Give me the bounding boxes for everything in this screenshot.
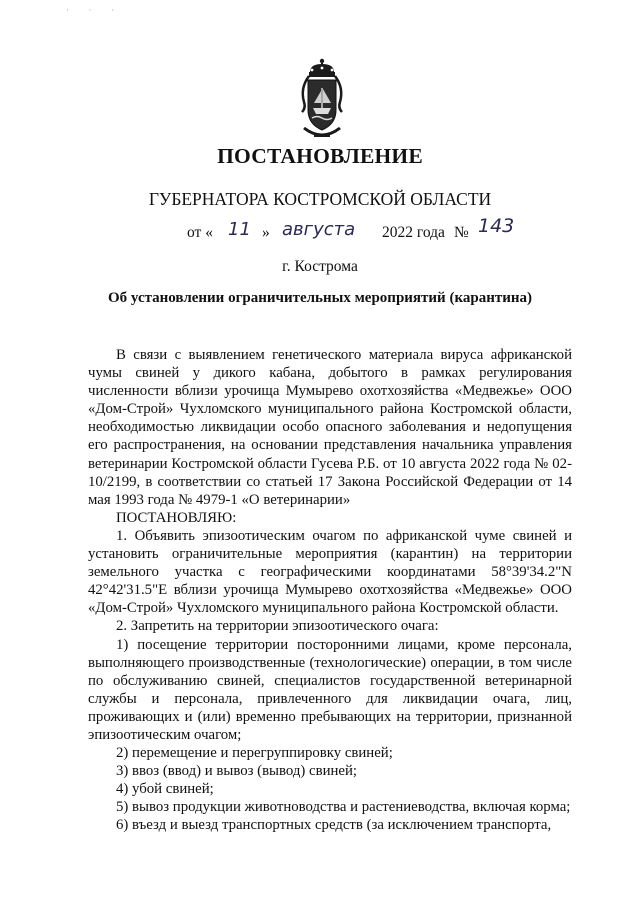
scan-dots: · · · bbox=[66, 6, 123, 15]
issuer: ГУБЕРНАТОРА КОСТРОМСКОЙ ОБЛАСТИ bbox=[148, 189, 492, 209]
document-body bbox=[88, 346, 572, 835]
number-label: № bbox=[454, 224, 469, 241]
subitem-6: 6) въезд и выезд транспортных средств (за исключением транспорта, bbox=[116, 817, 552, 834]
date-line bbox=[0, 215, 640, 249]
coat-of-arms-icon bbox=[296, 58, 348, 148]
date-day: 11 bbox=[228, 219, 251, 240]
document-title: ПОСТАНОВЛЕНИЕ bbox=[217, 144, 423, 168]
city: г. Кострома bbox=[282, 258, 358, 275]
subitem-3: 3) ввоз (ввод) и вывоз (вывод) свиней; bbox=[116, 763, 357, 780]
subitem-2: 2) перемещение и перегруппировку свиней; bbox=[116, 745, 393, 762]
date-prefix: от « bbox=[187, 224, 213, 241]
item-1: 1. Объявить эпизоотическим очагом по африканской чуме свиней и установить ограничительные мероприятия (карантин) на территории земельного участка с географическими координатами 58°39'34.2"N 42°42'31.5"E вблизи урочища Мумырево охотхозяйства «Медвежье» ООО «Дом-Строй» Чухломского муниципального района Костромской области. bbox=[88, 527, 572, 617]
item-2: 2. Запретить на территории эпизоотического очага: bbox=[116, 618, 439, 635]
intro-paragraph: В связи с выявлением генетического материала вируса африканской чумы свиней у дикого кабана, добытого в рамках регулирования численности вблизи урочища Мумырево охотхозяйства «Медвежье» ООО «Дом-Строй» Чухломского муниципального района Костромской области, необходимостью ликвидации особо опасного заболевания и недопущения его распространения, на основании представления начальника управления ветеринарии Костромской области Гусева Р.Б. от 10 августа 2022 года № 02-10/2199, в соответствии со статьей 17 Закона Российской Федерации от 14 мая 1993 года № 4979-1 «О ветеринарии» bbox=[88, 347, 572, 508]
document-heading: Об установлении ограничительных мероприятий (карантина) bbox=[107, 290, 532, 306]
subitem-4: 4) убой свиней; bbox=[116, 781, 214, 798]
document-number: 143 bbox=[478, 215, 515, 237]
date-month: августа bbox=[282, 219, 356, 240]
subitem-5: 5) вывоз продукции животноводства и растениеводства, включая корма; bbox=[116, 799, 571, 816]
decree-word: ПОСТАНОВЛЯЮ: bbox=[116, 509, 237, 526]
date-year: 2022 года bbox=[382, 224, 445, 241]
subitem-1: 1) посещение территории посторонними лицами, кроме персонала, выполняющего производственные (технологические) операции, в том числе по обслуживанию свиней, специалистов государственной ветеринарной службы и персонала, привлеченного для ликвидации очага, лиц, проживающих и (или) временно пребывающих на территории, признанной эпизоотическим очагом; bbox=[88, 636, 572, 743]
date-quote-close: » bbox=[262, 224, 270, 241]
